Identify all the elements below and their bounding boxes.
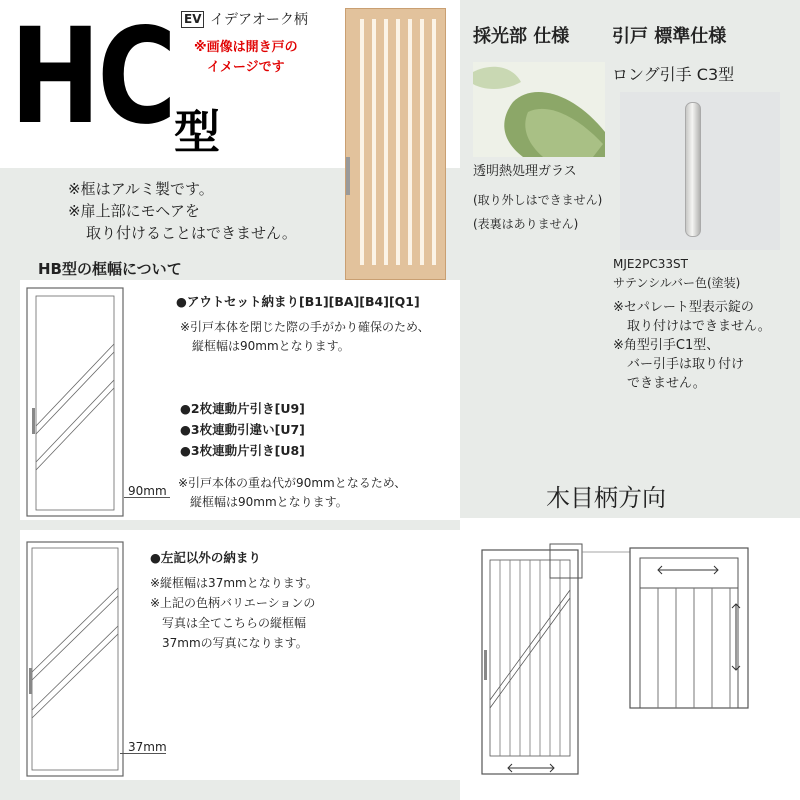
outset-note-2: 縦框幅は90mmとなります。 — [192, 339, 350, 353]
glass-sample-image — [473, 62, 605, 157]
overlap-notes — [178, 474, 406, 512]
glass-note-1: (取り外しはできません) — [473, 193, 603, 207]
other-note-1: ※縦框幅は37mmとなります。 — [150, 576, 318, 590]
door-product-image — [345, 8, 446, 280]
outset-note-1: ※引戸本体を閉じた際の手がかり確保のため、 — [180, 320, 430, 334]
general-notes — [68, 178, 297, 244]
handle-name: ロング引手 C3型 — [612, 65, 735, 84]
lighting-heading: 採光部 仕様 — [473, 26, 570, 47]
door-handle — [346, 157, 350, 195]
glass-notes — [473, 188, 602, 236]
other-note-3: 写真は全てこちらの縦框幅 — [162, 616, 307, 630]
outset-notes — [180, 318, 430, 356]
other-heading: ●左記以外の納まり — [150, 550, 261, 565]
grain-direction-diagram — [478, 540, 778, 790]
note-frame-aluminum: ※框はアルミ製です。 — [68, 180, 214, 198]
bullet-u8: ●3枚連動片引き[U8] — [180, 443, 305, 458]
other-note-4: 37mmの写真になります。 — [162, 636, 308, 650]
hb-heading: HB型の框幅について — [38, 260, 182, 278]
door-diagram-90mm — [22, 284, 132, 520]
grain-heading: 木目柄方向 — [546, 484, 666, 512]
handle-note-4: バー引手は取り付け — [627, 357, 745, 372]
image-note-line2: イメージです — [207, 60, 285, 75]
image-note — [194, 38, 298, 78]
handle-notes — [613, 298, 771, 393]
bullet-u7: ●3枚連動引違い[U7] — [180, 422, 305, 437]
page-title-suffix: 型 — [174, 105, 220, 159]
outset-heading: ●アウトセット納まり[B1][BA][B4][Q1] — [176, 294, 420, 309]
ev-label: イデアオーク柄 — [210, 12, 308, 28]
other-note-2: ※上記の色柄バリエーションの — [150, 596, 316, 610]
glass-note-2: (表裏はありません) — [473, 217, 579, 231]
sliding-heading: 引戸 標準仕様 — [612, 26, 727, 47]
overlap-note-1: ※引戸本体の重ね代が90mmとなるため、 — [178, 476, 407, 490]
handle-note-2: 取り付けはできません。 — [627, 319, 771, 334]
handle-note-3: ※角型引手C1型、 — [613, 338, 720, 353]
image-note-line1: ※画像は開き戸の — [194, 40, 298, 55]
long-handle-icon — [685, 102, 701, 237]
note-mohair-cont: 取り付けることはできません。 — [86, 224, 297, 242]
linked-bullets — [180, 398, 305, 461]
handle-model: MJE2PC33ST — [613, 257, 688, 271]
other-notes — [150, 573, 318, 653]
page-title: HC — [10, 0, 174, 154]
glass-type: 透明熱処理ガラス — [473, 164, 577, 179]
note-mohair: ※扉上部にモヘアを — [68, 202, 200, 220]
dim-90mm: 90mm — [128, 484, 167, 498]
ev-badge: EV — [181, 11, 204, 28]
handle-note-5: できません。 — [627, 376, 706, 391]
handle-color: サテンシルバー色(塗装) — [613, 276, 741, 290]
door-diagram-37mm — [22, 540, 132, 780]
handle-note-1: ※セパレート型表示錠の — [613, 300, 754, 315]
overlap-note-2: 縦框幅は90mmとなります。 — [190, 495, 348, 509]
dim-37mm: 37mm — [128, 740, 167, 754]
bullet-u9: ●2枚連動片引き[U9] — [180, 401, 305, 416]
